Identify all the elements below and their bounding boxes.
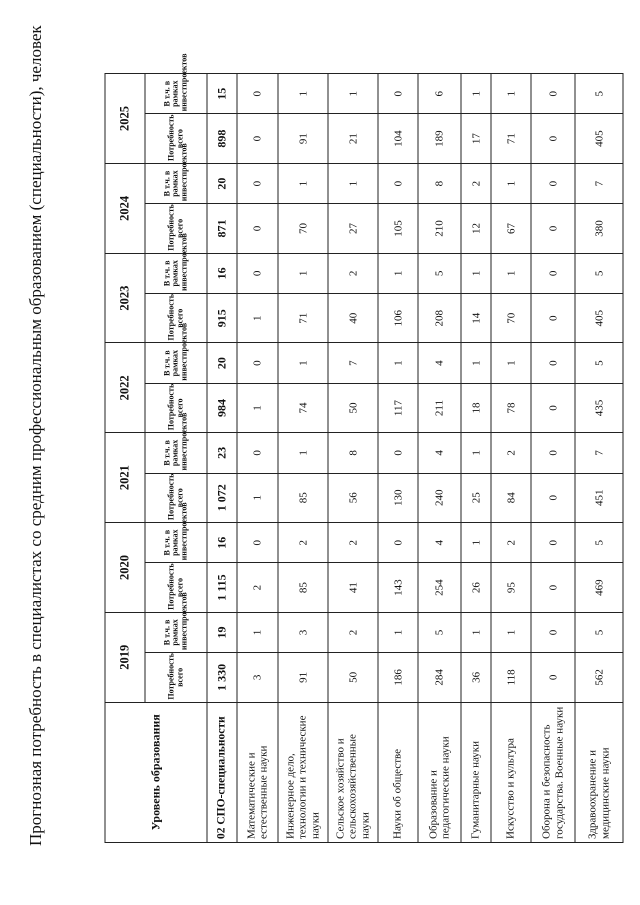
- total-demand-header: Потребность всего: [145, 563, 207, 613]
- value-cell: 7: [575, 433, 623, 473]
- value-cell: 1: [278, 343, 328, 383]
- value-cell: 50: [328, 653, 378, 703]
- invest-demand-header: В т.ч. в рамках инвестпроектов: [145, 612, 207, 652]
- table-row: [378, 74, 418, 843]
- row-label: Искусство и культура: [491, 702, 531, 842]
- value-cell: 5: [575, 343, 623, 383]
- table-header: [105, 53, 207, 843]
- value-cell: 0: [237, 204, 278, 254]
- value-cell: 405: [575, 114, 623, 164]
- value-cell: 20: [207, 163, 237, 203]
- level-header: Уровень образования: [105, 702, 207, 842]
- value-cell: 3: [278, 612, 328, 652]
- value-cell: 1: [278, 74, 328, 114]
- value-cell: 0: [378, 433, 418, 473]
- value-cell: 70: [278, 204, 328, 254]
- value-cell: 15: [207, 74, 237, 114]
- value-cell: 1: [461, 253, 491, 293]
- value-cell: 2: [328, 612, 378, 652]
- value-cell: 130: [378, 473, 418, 523]
- value-cell: 91: [278, 114, 328, 164]
- value-cell: 1: [491, 74, 531, 114]
- value-cell: 40: [328, 293, 378, 343]
- value-cell: 0: [531, 114, 575, 164]
- value-cell: 1: [491, 612, 531, 652]
- value-cell: 208: [418, 293, 461, 343]
- value-cell: 23: [207, 433, 237, 473]
- value-cell: 5: [575, 523, 623, 563]
- value-cell: 20: [207, 343, 237, 383]
- year-header: 2020: [105, 523, 145, 613]
- value-cell: 380: [575, 204, 623, 254]
- value-cell: 1: [328, 163, 378, 203]
- value-cell: 6: [418, 74, 461, 114]
- value-cell: 56: [328, 473, 378, 523]
- value-cell: 0: [378, 163, 418, 203]
- value-cell: 85: [278, 473, 328, 523]
- table-row: [207, 74, 237, 843]
- value-cell: 0: [531, 204, 575, 254]
- value-cell: 0: [531, 563, 575, 613]
- table-row: [278, 74, 328, 843]
- value-cell: 1: [328, 74, 378, 114]
- value-cell: 74: [278, 383, 328, 433]
- value-cell: 984: [207, 383, 237, 433]
- value-cell: 5: [575, 612, 623, 652]
- value-cell: 1: [278, 433, 328, 473]
- value-cell: 1: [491, 343, 531, 383]
- value-cell: 105: [378, 204, 418, 254]
- table-body: [207, 74, 623, 843]
- value-cell: 0: [531, 612, 575, 652]
- value-cell: 70: [491, 293, 531, 343]
- value-cell: 0: [237, 343, 278, 383]
- value-cell: 18: [461, 383, 491, 433]
- forecast-table: [105, 53, 624, 843]
- value-cell: 16: [207, 523, 237, 563]
- table-row: [418, 74, 461, 843]
- value-cell: 435: [575, 383, 623, 433]
- value-cell: 4: [418, 523, 461, 563]
- value-cell: 2: [328, 523, 378, 563]
- value-cell: 16: [207, 253, 237, 293]
- value-cell: 2: [491, 433, 531, 473]
- value-cell: 67: [491, 204, 531, 254]
- value-cell: 1: [237, 473, 278, 523]
- value-cell: 50: [328, 383, 378, 433]
- value-cell: 0: [531, 653, 575, 703]
- year-header-row: [105, 74, 145, 843]
- value-cell: 12: [461, 204, 491, 254]
- total-demand-header: Потребность всего: [145, 653, 207, 703]
- value-cell: 0: [237, 523, 278, 563]
- table-row: [491, 74, 531, 843]
- forecast-table-rotated: [105, 53, 611, 843]
- value-cell: 14: [461, 293, 491, 343]
- value-cell: 0: [237, 253, 278, 293]
- value-cell: 8: [328, 433, 378, 473]
- table-row: [461, 74, 491, 843]
- value-cell: 85: [278, 563, 328, 613]
- value-cell: 25: [461, 473, 491, 523]
- value-cell: 1 330: [207, 653, 237, 703]
- row-label: Здравоохранение и медицинские науки: [575, 702, 623, 842]
- value-cell: 104: [378, 114, 418, 164]
- invest-demand-header: В т.ч. в рамках инвестпроектов: [145, 433, 207, 473]
- value-cell: 915: [207, 293, 237, 343]
- value-cell: 3: [237, 653, 278, 703]
- value-cell: 21: [328, 114, 378, 164]
- invest-demand-header: В т.ч. в рамках инвестпроектов: [145, 253, 207, 293]
- value-cell: 0: [531, 343, 575, 383]
- value-cell: 91: [278, 653, 328, 703]
- table-row: [237, 74, 278, 843]
- total-demand-header: Потребность всего: [145, 383, 207, 433]
- value-cell: 2: [278, 523, 328, 563]
- row-label: Математические и естественные науки: [237, 702, 278, 842]
- total-demand-header: Потребность всего: [145, 293, 207, 343]
- value-cell: 2: [461, 163, 491, 203]
- table-row: [575, 74, 623, 843]
- value-cell: 0: [237, 114, 278, 164]
- value-cell: 1: [237, 383, 278, 433]
- year-header: 2023: [105, 253, 145, 343]
- value-cell: 41: [328, 563, 378, 613]
- value-cell: 0: [378, 523, 418, 563]
- value-cell: 118: [491, 653, 531, 703]
- value-cell: 240: [418, 473, 461, 523]
- value-cell: 17: [461, 114, 491, 164]
- value-cell: 1: [237, 612, 278, 652]
- value-cell: 5: [575, 253, 623, 293]
- value-cell: 1: [378, 253, 418, 293]
- value-cell: 0: [237, 74, 278, 114]
- value-cell: 5: [575, 74, 623, 114]
- value-cell: 871: [207, 204, 237, 254]
- value-cell: 469: [575, 563, 623, 613]
- value-cell: 1: [378, 343, 418, 383]
- value-cell: 0: [531, 473, 575, 523]
- value-cell: 1 115: [207, 563, 237, 613]
- value-cell: 210: [418, 204, 461, 254]
- value-cell: 1: [278, 163, 328, 203]
- value-cell: 1: [491, 163, 531, 203]
- value-cell: 451: [575, 473, 623, 523]
- row-label: Оборона и безопасность государства. Военные науки: [531, 702, 575, 842]
- page-title: Прогнозная потребность в специалистах со средним профессиональным образованием (специальности), человек: [26, 25, 45, 846]
- value-cell: 254: [418, 563, 461, 613]
- value-cell: 84: [491, 473, 531, 523]
- value-cell: 5: [418, 253, 461, 293]
- value-cell: 562: [575, 653, 623, 703]
- value-cell: 8: [418, 163, 461, 203]
- value-cell: 186: [378, 653, 418, 703]
- table-row: [531, 74, 575, 843]
- invest-demand-header: В т.ч. в рамках инвестпроектов: [145, 163, 207, 203]
- value-cell: 2: [237, 563, 278, 613]
- total-demand-header: Потребность всего: [145, 114, 207, 164]
- value-cell: 0: [378, 74, 418, 114]
- value-cell: 71: [491, 114, 531, 164]
- value-cell: 4: [418, 343, 461, 383]
- value-cell: 1: [461, 433, 491, 473]
- row-label: 02 СПО-специальности: [207, 702, 237, 842]
- year-header: 2025: [105, 74, 145, 164]
- value-cell: 1: [491, 253, 531, 293]
- value-cell: 0: [531, 433, 575, 473]
- row-label: Науки об обществе: [378, 702, 418, 842]
- table-row: [328, 74, 378, 843]
- value-cell: 5: [418, 612, 461, 652]
- year-header: 2021: [105, 433, 145, 523]
- value-cell: 26: [461, 563, 491, 613]
- value-cell: 284: [418, 653, 461, 703]
- value-cell: 106: [378, 293, 418, 343]
- value-cell: 71: [278, 293, 328, 343]
- invest-demand-header: В т.ч. в рамках инвестпроектов: [145, 343, 207, 383]
- value-cell: 0: [531, 253, 575, 293]
- value-cell: 0: [531, 383, 575, 433]
- year-header: 2024: [105, 163, 145, 253]
- value-cell: 7: [575, 163, 623, 203]
- value-cell: 1: [461, 74, 491, 114]
- year-header: 2019: [105, 612, 145, 702]
- value-cell: 1: [461, 523, 491, 563]
- value-cell: 2: [328, 253, 378, 293]
- row-label: Сельское хозяйство и сельскохозяйственные науки: [328, 702, 378, 842]
- row-label: Инженерное дело, технологии и технические науки: [278, 702, 328, 842]
- row-label: Образование и педагогические науки: [418, 702, 461, 842]
- value-cell: 211: [418, 383, 461, 433]
- value-cell: 1: [378, 612, 418, 652]
- value-cell: 189: [418, 114, 461, 164]
- value-cell: 0: [531, 74, 575, 114]
- value-cell: 95: [491, 563, 531, 613]
- value-cell: 1: [278, 253, 328, 293]
- total-demand-header: Потребность всего: [145, 204, 207, 254]
- year-header: 2022: [105, 343, 145, 433]
- value-cell: 36: [461, 653, 491, 703]
- value-cell: 19: [207, 612, 237, 652]
- value-cell: 0: [531, 163, 575, 203]
- row-label: Гуманитарные науки: [461, 702, 491, 842]
- value-cell: 1: [461, 612, 491, 652]
- value-cell: 4: [418, 433, 461, 473]
- value-cell: 1: [461, 343, 491, 383]
- total-demand-header: Потребность всего: [145, 473, 207, 523]
- value-cell: 2: [491, 523, 531, 563]
- value-cell: 143: [378, 563, 418, 613]
- value-cell: 1 072: [207, 473, 237, 523]
- invest-demand-header: В т.ч. в рамках инвестпроектов: [145, 74, 207, 114]
- value-cell: 898: [207, 114, 237, 164]
- value-cell: 405: [575, 293, 623, 343]
- value-cell: 1: [237, 293, 278, 343]
- value-cell: 0: [531, 293, 575, 343]
- value-cell: 7: [328, 343, 378, 383]
- value-cell: 117: [378, 383, 418, 433]
- value-cell: 78: [491, 383, 531, 433]
- value-cell: 0: [531, 523, 575, 563]
- invest-demand-header: В т.ч. в рамках инвестпроектов: [145, 523, 207, 563]
- value-cell: 0: [237, 163, 278, 203]
- value-cell: 27: [328, 204, 378, 254]
- value-cell: 0: [237, 433, 278, 473]
